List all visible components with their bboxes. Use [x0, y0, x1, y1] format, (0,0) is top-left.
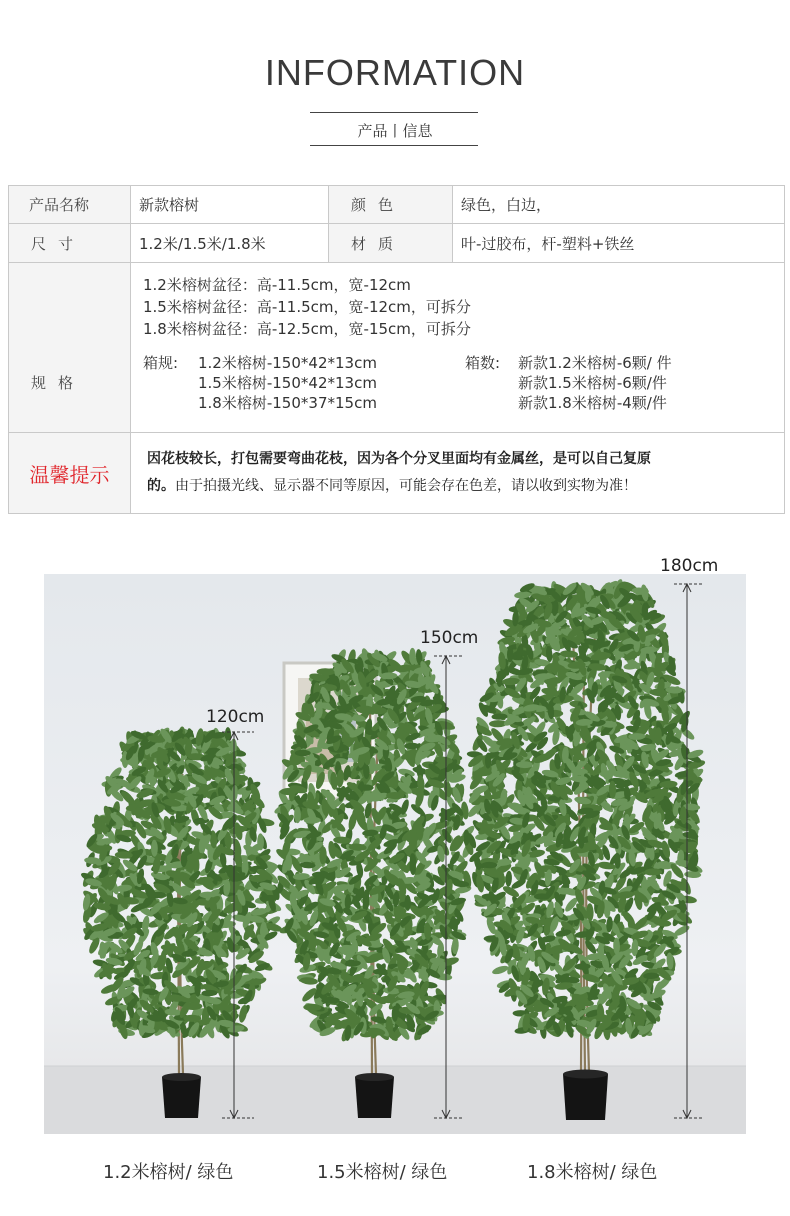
product-name-value: 新款榕树: [131, 186, 329, 224]
list-item: 新款1.2米榕树-6颗/ 件: [518, 354, 672, 372]
product-photo: [44, 574, 746, 1134]
product-name-label: 产品名称: [9, 186, 131, 224]
pot-medium: [355, 1073, 394, 1118]
box-count-label: 箱数:: [465, 354, 501, 372]
tree-large: [466, 578, 706, 1072]
pot-large: [563, 1070, 608, 1121]
material-label: 材质: [329, 224, 453, 263]
list-item: 1.2米榕树盆径：高-11.5cm，宽-12cm: [143, 276, 411, 294]
list-item: 1.8米榕树-150*37*15cm: [198, 394, 377, 412]
material-value: 叶-过胶布，杆-塑料+铁丝: [453, 224, 785, 263]
box-spec-list: [198, 353, 377, 413]
tree-small: [80, 726, 283, 1074]
tip-bold-text-end: 的。: [147, 478, 175, 494]
caption-tree-small: 1.2米榕树/ 绿色: [103, 1162, 234, 1183]
table-row: [9, 433, 785, 514]
caption-tree-large: 1.8米榕树/ 绿色: [527, 1162, 658, 1183]
page-subtitle: 产品丨信息: [357, 122, 433, 140]
spec-label: 规格: [9, 263, 131, 433]
color-label: 颜色: [329, 186, 453, 224]
pot-size-list: [143, 275, 784, 341]
measure-label-150: 150cm: [420, 628, 479, 648]
size-label: 尺寸: [9, 224, 131, 263]
list-item: 新款1.8米榕树-4颗/件: [518, 394, 667, 412]
box-info: [143, 353, 784, 413]
list-item: 1.8米榕树盆径：高-12.5cm，宽-15cm，可拆分: [143, 320, 471, 338]
tip-label: 温馨提示: [9, 433, 131, 514]
caption-tree-medium: 1.5米榕树/ 绿色: [317, 1162, 448, 1183]
list-item: 1.5米榕树盆径：高-11.5cm，宽-12cm，可拆分: [143, 298, 471, 316]
tip-normal-text: 由于拍摄光线、显示器不同等原因，可能会存在色差，请以收到实物为准！: [175, 478, 637, 494]
table-row: [9, 186, 785, 224]
subtitle-line-bottom: [310, 145, 478, 146]
pot-small: [162, 1073, 201, 1118]
measure-label-180: 180cm: [660, 556, 719, 576]
list-item: 1.5米榕树-150*42*13cm: [198, 374, 377, 392]
table-row: [9, 263, 785, 433]
trees-illustration: [44, 574, 746, 1134]
measure-label-120: 120cm: [206, 707, 265, 727]
list-item: 1.2米榕树-150*42*13cm: [198, 354, 377, 372]
color-value: 绿色，白边，: [453, 186, 785, 224]
table-row: [9, 224, 785, 263]
list-item: 新款1.5米榕树-6颗/件: [518, 374, 667, 392]
tip-bold-text: 因花枝较长，打包需要弯曲花枝，因为各个分叉里面均有金属丝，是可以自己复原: [147, 451, 651, 467]
tip-content: [131, 433, 785, 514]
box-spec-label: 箱规:: [143, 354, 179, 372]
spec-content: [131, 263, 785, 433]
product-info-table: [8, 185, 785, 514]
box-count-list: [518, 353, 672, 413]
page-title: INFORMATION: [264, 52, 526, 93]
size-value: 1.2米/1.5米/1.8米: [131, 224, 329, 263]
subtitle-line-top: [310, 112, 478, 113]
